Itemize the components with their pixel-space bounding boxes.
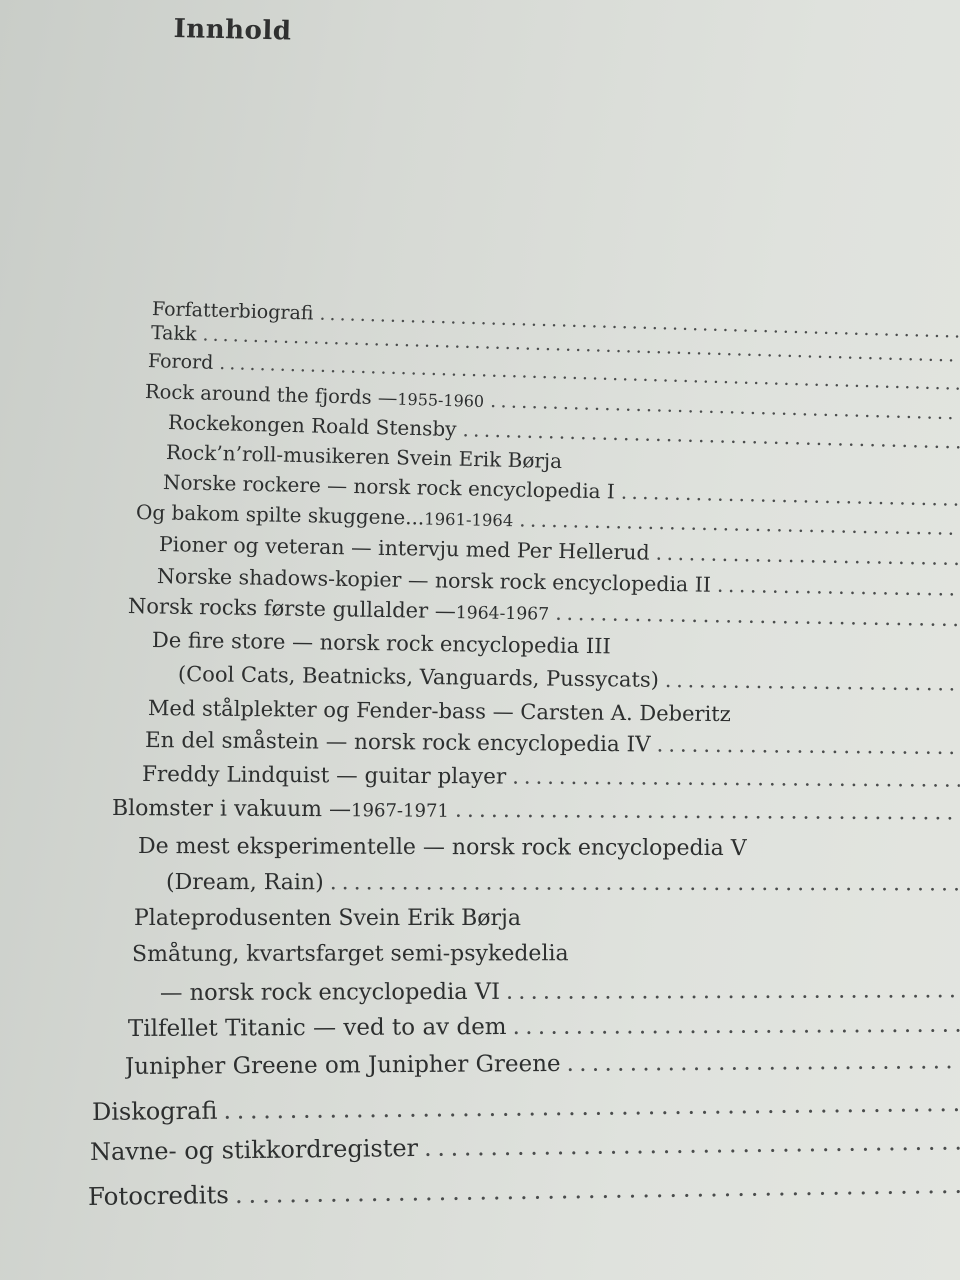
leader-dots <box>555 601 960 631</box>
toc-entry <box>160 977 960 1006</box>
toc-entry <box>142 762 960 793</box>
leader-dots <box>506 977 960 1005</box>
toc-entry-title: Plateprodusenten Svein Erik Børja <box>134 906 521 931</box>
toc-entry-title: Småtung, kvartsfarget semi-psykedelia <box>131 941 569 967</box>
toc-entry-title: Tilfellet Titanic — ved to av dem <box>127 1014 507 1042</box>
toc-entry <box>112 796 960 825</box>
toc-entry <box>132 941 960 967</box>
toc-entry <box>148 696 960 729</box>
toc-entry-title: De mest eksperimentelle — norsk rock encyclopedia V <box>137 834 747 862</box>
toc-entry-title: Fotocredits <box>87 1180 230 1211</box>
toc-entry-title: Norsk rocks første gullalder — <box>127 594 457 624</box>
toc-entry <box>90 1127 960 1166</box>
toc-entry-title: Og bakom spilte skuggene... <box>135 500 425 530</box>
toc-entry <box>125 1048 960 1080</box>
leader-dots <box>665 668 960 696</box>
toc-entry-title: — norsk rock encyclopedia VI <box>159 978 500 1006</box>
toc-entry <box>166 870 960 896</box>
toc-entry-years: 1955-1960 <box>397 389 485 411</box>
toc-entry <box>88 1170 960 1211</box>
toc-entry <box>178 662 960 696</box>
toc-entry-title: Pioner og veteran — intervju med Per Hellerud <box>158 532 650 565</box>
toc-entry <box>92 1089 960 1126</box>
toc-entry <box>134 906 960 931</box>
toc-entry-title: (Dream, Rain) <box>165 870 324 896</box>
toc-entry-years: 1964-1967 <box>455 603 550 625</box>
toc-entry-years: 1967-1971 <box>351 800 449 822</box>
toc-entry-title: Takk <box>150 322 197 346</box>
leader-dots <box>424 1127 960 1162</box>
toc-entry-years: 1961-1964 <box>424 509 514 531</box>
leader-dots <box>455 798 960 826</box>
page-title: Innhold <box>173 14 292 47</box>
toc-entry <box>128 594 960 631</box>
toc-entry <box>152 628 960 663</box>
leader-dots <box>717 573 960 601</box>
leader-dots <box>567 1048 960 1077</box>
toc-entry <box>157 564 960 601</box>
leader-dots <box>513 1012 960 1040</box>
leader-dots <box>235 1170 960 1209</box>
toc-entry-title: De fire store — norsk rock encyclopedia III <box>151 628 611 659</box>
toc-entry-title: Rock around the fjords — <box>144 380 398 410</box>
toc-entry-title: Forfatterbiografi <box>151 298 314 325</box>
toc-entry-title: Rockekongen Roald Stensby <box>167 410 457 442</box>
leader-dots <box>519 507 960 539</box>
toc-entry <box>159 532 960 570</box>
leader-dots <box>330 870 960 896</box>
leader-dots <box>223 1089 960 1125</box>
toc-entry-title: Navne- og stikkordregister <box>89 1133 419 1166</box>
toc-entry <box>138 834 960 862</box>
toc-entry-title: Forord <box>147 350 214 374</box>
toc-entry <box>128 1012 960 1042</box>
toc-entry <box>145 728 960 760</box>
toc-entry-title: Med stålplekter og Fender-bass — Carsten A. Deberitz <box>147 696 731 727</box>
toc-entry-title: Diskografi <box>91 1096 218 1126</box>
toc-entry-title: En del småstein — norsk rock encyclopedia IV <box>144 728 651 758</box>
toc-entry-title: Blomster i vakuum — <box>111 796 352 823</box>
leader-dots <box>621 480 960 511</box>
toc-entry-title: (Cool Cats, Beatnicks, Vanguards, Pussycats) <box>177 662 660 692</box>
leader-dots <box>656 732 960 760</box>
toc-entry-title: Norske shadows-kopier — norsk rock encyclopedia II <box>156 564 712 597</box>
leader-dots <box>655 541 960 570</box>
leader-dots <box>512 765 960 793</box>
toc-entry-title: Norske rockere — norsk rock encyclopedia I <box>162 470 616 504</box>
toc-entry-title: Freddy Lindquist — guitar player <box>141 762 507 790</box>
toc-entry-title: Rock’n’roll-musikeren Svein Erik Børja <box>165 440 563 473</box>
toc-entry-title: Junipher Greene om Junipher Greene <box>124 1050 561 1080</box>
